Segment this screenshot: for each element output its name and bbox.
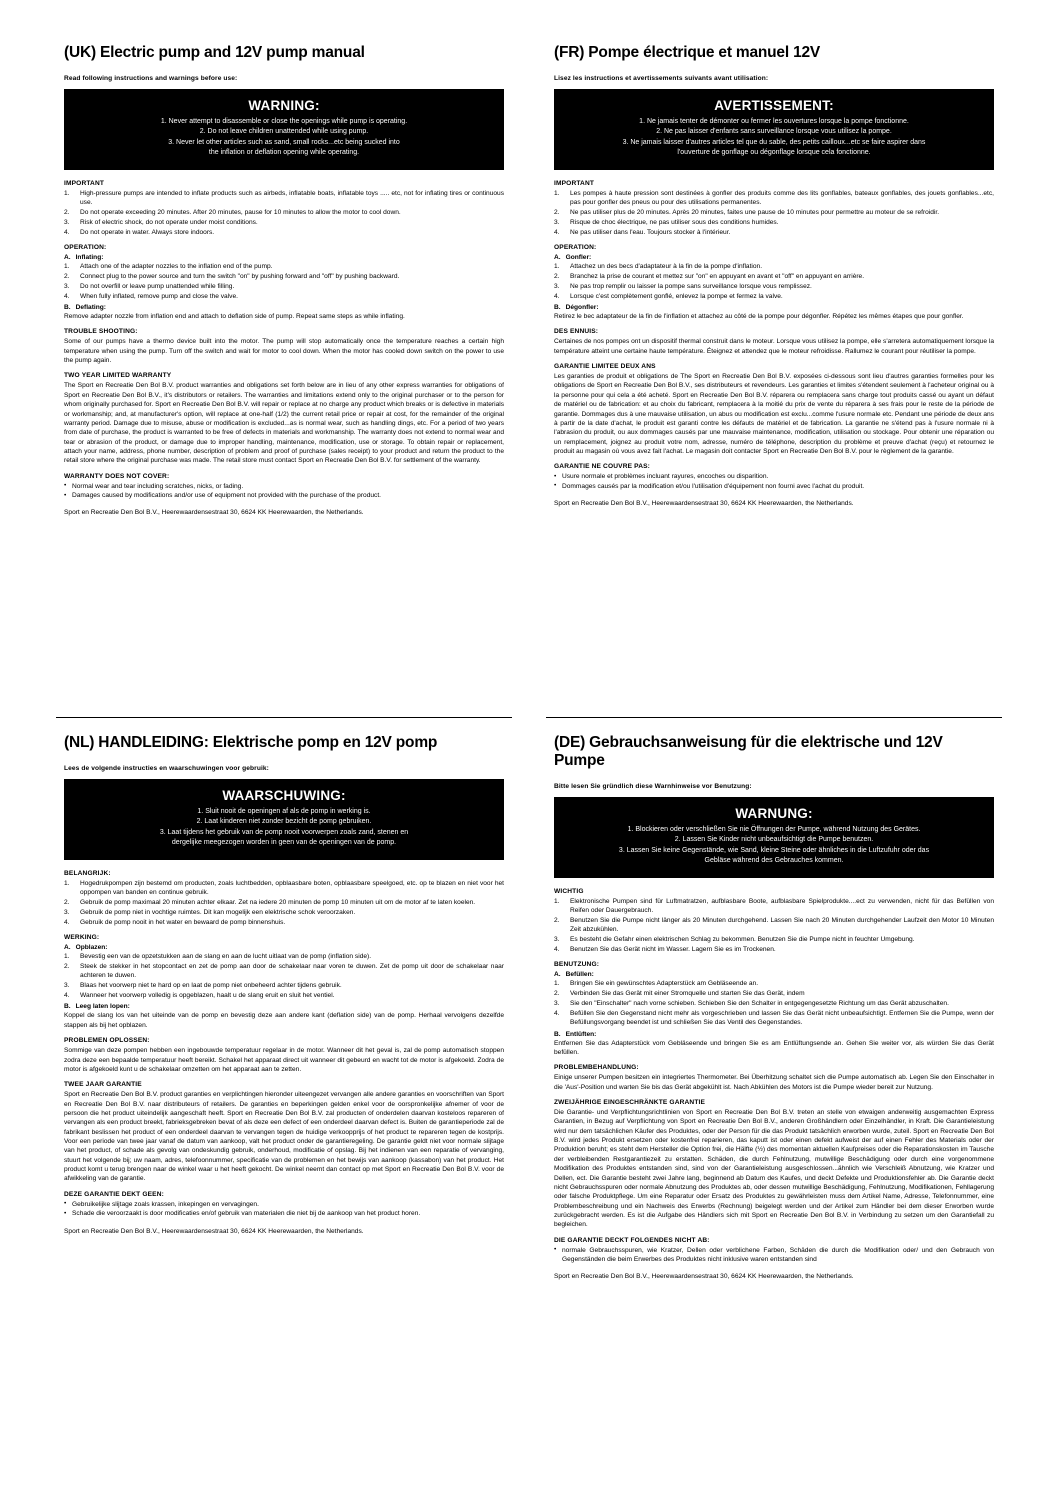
inflating-list-de [554, 979, 994, 1027]
warning-title-uk: WARNING: [248, 97, 320, 113]
warning-list-fr [564, 117, 984, 159]
list-item: Ne pas utiliser plus de 20 minutes. Après 20 minutes, faites une pause de 10 minutes pour permettre au moteur de se refroidir. [570, 209, 940, 217]
list-item: • normale Gebrauchsspuren, wie Kratzer, Dellen oder verblichene Farben, Schäden die durch die Modifikation oder/ und den Gebrauch von Gegenständen die beim Erwerbes des Produktes nicht inklusive waren entstanden sind [554, 1246, 994, 1265]
list-item: Attachez un des becs d'adaptateur à la fin de la pompe d'inflation. [570, 263, 763, 271]
subsection-deflating-de [554, 1031, 994, 1038]
warning-item: 2. Lassen Sie Kinder nicht unbeaufsichtigt die Pumpe benutzen. [674, 836, 874, 844]
warning-title-fr: AVERTISSEMENT: [714, 97, 834, 113]
important-list-uk [64, 189, 504, 237]
warning-item: 2. Do not leave children unattended while using pump. [199, 128, 369, 136]
list-item: Benutzen Sie die Pumpe nicht länger als 20 Minuten durchgehend. Lassen Sie nach 20 Minuten durchgehender Laufzeit den Motor 10 Minuten Zeit abzukühlen. [570, 916, 994, 934]
company-address-nl: Sport en Recreatie Den Bol B.V., Heerewaardensestraat 30, 6624 KK Heerewaarden, the Netherlands. [64, 1227, 364, 1235]
inflating-list-nl [64, 952, 504, 1000]
subsection-inflating-de [554, 971, 994, 978]
list-item: Bevestig een van de opzetstukken aan de slang en aan de lucht uitlaat van de pomp (inflation side). [80, 953, 372, 961]
section-heading-trouble-nl: PROBLEMEN OPLOSSEN: [64, 1037, 150, 1045]
deflating-text-nl: Koppel de slang los van het uiteinde van de pomp en bevestig deze aan andere kant (deflation side) van de pomp. Herhaal vervolgens dezelfde stappen als bij het opblazen. [64, 1012, 504, 1029]
section-heading-notcover-fr: GARANTIE NE COUVRE PAS: [554, 463, 651, 471]
sub-letter: A. [64, 254, 71, 262]
list-item: High-pressure pumps are intended to inflate products such as airbeds, inflatable boats, inflatable toys ..... etc, not for inflating tires or continuous use. [80, 189, 504, 207]
section-heading-operation-uk: OPERATION: [64, 244, 107, 252]
list-item: Do not operate exceeding 20 minutes. After 20 minutes, pause for 10 minutes to allow the motor to cool down. [80, 209, 401, 217]
list-item: Do not operate in water. Always store indoors. [80, 228, 215, 236]
sub-letter: A. [554, 971, 561, 979]
section-heading-operation-de: BENUTZUNG: [554, 961, 600, 969]
company-address-uk: Sport en Recreatie Den Bol B.V., Heerewaardensestraat 30, 6624 KK Heerewaarden, the Netherlands. [64, 509, 364, 517]
deflating-text-fr: Retirez le bec adaptateur de la fin de l'inflation et attachez au côté de la pompe pour dégonfler. Répétez les mêmes étapes que pour gonfler. [554, 313, 964, 321]
sub-letter: A. [64, 944, 71, 952]
section-heading-warranty-de: ZWEIJÄHRIGE EINGESCHRÄNKTE GARANTIE [554, 1099, 706, 1107]
section-heading-notcover-uk: WARRANTY DOES NOT COVER: [64, 472, 170, 480]
section-heading-important-fr: IMPORTANT [554, 179, 595, 187]
warning-title-nl: WAARSCHUWING: [222, 787, 346, 803]
notcover-list-uk [64, 482, 504, 501]
sub-title: Gonfler: [565, 254, 592, 262]
list-item: When fully inflated, remove pump and close the valve. [80, 292, 238, 300]
warning-list-de [564, 825, 984, 867]
list-item: Es besteht die Gefahr einen elektrischen Schlag zu bekommen. Benutzen Sie die Pumpe nicht in feuchter Umgebung. [570, 936, 915, 944]
page-title-de: (DE) Gebrauchsanweisung für die elektrische und 12V Pumpe [554, 734, 943, 769]
subsection-deflating-fr [554, 304, 994, 311]
important-list-de [554, 897, 994, 955]
inflating-list-uk [64, 262, 504, 301]
section-heading-notcover-de: DIE GARANTIE DECKT FOLGENDES NICHT AB: [554, 1236, 710, 1244]
warning-item: 1. Never attempt to disassemble or close the openings while pump is operating. [160, 117, 408, 125]
list-item: Hogedrukpompen zijn bestemd om producten, zoals luchtbedden, opblaasbare boten, opblaasbare speelgoed, etc. op te blazen en niet voor het oppompen van banden en continue gebruik. [80, 879, 504, 897]
deflating-text-de: Entfernen Sie das Adapterstück vom Gebläseende und bringen Sie es am Entlüftungsende an. Gehen Sie weiter vor, als würden Sie das Gerät befüllen. [554, 1039, 994, 1056]
panel-fr [546, 44, 1002, 703]
list-item: Attach one of the adapter nozzles to the inflation end of the pump. [80, 263, 273, 271]
list-item: Elektronische Pumpen sind für Luftmatratzen, aufblasbare Boote, aufblasbare Spielprodukte....ect zu verwenden, nicht für das Befüllen von Reifen oder Dauergebrauch. [570, 897, 994, 914]
section-heading-warranty-nl: TWEE JAAR GARANTIE [64, 1081, 142, 1089]
warning-item: 3. Ne jamais laisser d'autres articles tel que du sable, des petits cailloux...etc se faire aspirer dans [622, 138, 926, 146]
list-item: Gebruik de pomp nooit in het water en bewaard de pomp binnenshuis. [80, 918, 286, 926]
section-heading-trouble-uk: TROUBLE SHOOTING: [64, 328, 138, 336]
list-item: Befüllen Sie den Gegenstand nicht mehr als vorgeschrieben und lassen Sie das Gerät nicht unbeaufsichtigt. Entfernen Sie die Pumpe, wenn der Befüllungsvorgang beendet ist und schließen Sie das Ventil des Gegenstandes. [570, 1009, 994, 1027]
subsection-inflating-uk [64, 254, 504, 261]
trouble-text-nl: Sommige van deze pompen hebben een ingebouwde temperatuur regelaar in de motor. Wanneer dit het geval is, zal de pomp automatisch stoppen zodra deze een bepaalde temperatuur heeft bereikt. Schakel het apparaat direct uit wanneer dit gebeurd en wacht tot de motor is afgekoeld. Zodra de motor is afgekoeld kunt u de schakelaar omzetten om het apparaat aan te zetten. [64, 1047, 504, 1073]
warning-item: 1. Blockieren oder verschließen Sie nie Öffnungen der Pumpe, während Nutzung des Gerätes. [627, 825, 921, 833]
list-item: Gebruik de pomp niet in vochtige ruimtes. Dit kan mogelijk een elektrische schok veroorzaken. [80, 908, 356, 916]
warning-item: dergelijke meegezogen worden in geen van de openingen van de pomp. [171, 839, 397, 847]
list-item: Connect plug to the power source and turn the switch "on" by pushing forward and "off" by pushing backward. [80, 272, 400, 280]
notcover-list-nl [64, 1200, 504, 1219]
panel-de [546, 717, 1002, 1467]
list-item: Sie den "Einschalter" nach vorne schieben. Schieben Sie den Schalter in entgegengesetzte Richtung um das Gerät abzuschalten. [570, 1000, 949, 1008]
warning-item: Gebläse während des Gebrauches kommen. [704, 857, 844, 865]
list-item: Ne pas utiliser dans l'eau. Toujours stocker à l'intérieur. [570, 228, 731, 236]
trouble-text-de: Einige unserer Pumpen besitzen ein integriertes Thermometer. Bei Überhitzung schaltet sich die Pumpe automatisch ab. Legen Sie den Einschalter in die 'Aus'-Position und warten Sie bis das Gerät abgekühlt ist. Nach Abkühlen des Motors ist die Pumpe wieder bereit zur Nutzung. [554, 1074, 994, 1091]
sub-letter: B. [554, 304, 561, 312]
section-heading-important-uk: IMPORTANT [64, 179, 105, 187]
list-item: • Gebruikelijke slijtage zoals krassen, inkepingen en vervagingen. [64, 1200, 504, 1209]
page-title-nl: (NL) HANDLEIDING: Elektrische pomp en 12V pomp [64, 734, 438, 752]
warning-item: 1. Ne jamais tenter de démonter ou fermer les ouvertures lorsque la pompe fonctionne. [639, 117, 909, 125]
trouble-text-fr: Certaines de nos pompes ont un dispositif thermal construit dans le moteur. Lorsque vous utilisez la pompe, elle s'arretera automatiquement lorsque la température atteint une certaine haute température. Éteignez et attendez que le moteur refroidisse. Rallumez le courant pour réutiliser la pompe. [554, 338, 994, 355]
list-item: Blaas het voorwerp niet te hard op en laat de pomp niet onbeheerd achter tijdens gebruik. [80, 982, 342, 990]
subsection-inflating-nl [64, 944, 504, 951]
warranty-text-fr: Les garanties de produit et obligations de The Sport en Recreatie Den Bol B.V. exposées ci-dessous sont lieu d'autres garanties formelles pour les obligations de Sport en Recreatie Den Bol B.V., ses distributeurs et revendeurs. Les garanties et limites s'étendent seulement à l'acheteur original ou à la personne pour qui cela a été acheté. Sport en Recreatie Den Bol B.V. réparera ou remplacera sans charge tout produits cassé ou ayant un défaut de matériel ou de fabrication: et au choix du fabricant, remplacera à la moitié du prix de vente du réparera à ses frais pour le reste de la période de garantie. Dommages dus à une mauvaise utilisation, un abus ou modification est exclu...comme l'usure normale etc. Pendant une période de deux ans à partir de la date d'achat, le produit est garanti contre les défauts de matériel et de fabrication. La garantie ne s'étend pas à l'usure normale ni à l'abrasion du produit, ou aux dommages causés par une mauvaise maintenance, modification, utilisation ou stockage. Pour obtenir une réparation ou un remplacement, joignez au produit votre nom, adresse, numéro de téléphone, description du problème et preuve d'achat (reçu) et retournez le produit au magasin où vous avez fait l'achat. Le magasin doit contacter Sport en Recreatie Den Bol B.V. pour le règlement de la garantie. [554, 373, 994, 455]
warning-box-nl [64, 779, 504, 860]
list-item: Wanneer het voorwerp volledig is opgeblazen, haalt u de slang eruit en sluit het ventiel. [80, 992, 335, 1000]
list-item: Benutzen Sie das Gerät nicht im Wasser. Lagern Sie es im Trockenen. [570, 945, 776, 953]
important-list-nl [64, 879, 504, 927]
list-item: Verbinden Sie das Gerät mit einer Stromquelle und starten Sie das Gerät, indem [570, 990, 805, 998]
warning-item: the inflation or deflation opening while operating. [208, 149, 360, 157]
section-heading-notcover-nl: DEZE GARANTIE DEKT GEEN: [64, 1190, 164, 1198]
list-item: • Schade die veroorzaakt is door modificaties en/of gebruik van materialen die niet bij de aankoop van het product horen. [64, 1209, 504, 1218]
section-heading-operation-fr: OPERATION: [554, 244, 597, 252]
warranty-text-nl: Sport en Recreatie Den Bol B.V. product garanties en verplichtingen hieronder uiteengezet vervangen alle andere garanties en voorschriften van Sport en Recreatie Den Bol B.V. naar distributeurs of retailers. De garanties en beperkingen gelden enkel voor de oorspronkelijke afnemer of voor de persoon die het product uiteindelijk aangeschaft heeft. Sport en Recreatie Den Bol B.V. zal producten of onderdelen daarvan kosteloos repareren of vervangen als een product breekt, fabrieksgebreken bevat of als deze een defect of een onderdeel daarvan defect is. Buiten de garantieperiode zal de fabrikant beslissen het product of een onderdeel daarvan te vervangen tegen de huidige verkoopprijs of het product te repareren tegen de kostprijs. Voor een periode van twee jaar vanaf de datum van aankoop, valt het product onder de garantieregeling. De garantie geldt niet voor normale slijtage van het product, of schade als gevolg van ondeskundig gebruik, onderhoud, modificatie of opslag. Bij het indienen van een reparatie of vervanging, stuurt het volgende bij; uw naam, adres, telefoonnummer, specificatie van de problemen en het bewijs van aankoop (kassabon) van het product. Het product komt u terug brengen naar de winkel waar u het heeft gekocht. De winkel neemt dan contact op met Sport en Recreatie Den Bol B.V. voor de afwikkeling van de garantie. [64, 1091, 504, 1183]
sub-title: Entlüften: [565, 1030, 597, 1038]
section-heading-trouble-fr: DES ENNUIS: [554, 328, 599, 336]
list-item: • Usure normale et problèmes incluant rayures, encoches ou disparition. [554, 472, 994, 481]
warning-list-nl [74, 807, 494, 849]
lead-text-uk: Read following instructions and warnings before use: [64, 74, 238, 82]
subsection-deflating-nl [64, 1003, 504, 1010]
section-heading-warranty-fr: GARANTIE LIMITEE DEUX ANS [554, 363, 656, 371]
sub-letter: B. [64, 304, 71, 312]
section-heading-warranty-uk: TWO YEAR LIMITED WARRANTY [64, 372, 172, 380]
sub-title: Deflating: [75, 304, 106, 312]
company-address-fr: Sport en Recreatie Den Bol B.V., Heerewaardensestraat 30, 6624 KK Heerewaarden, the Netherlands. [554, 500, 854, 508]
panel-uk [56, 44, 512, 703]
sub-letter: B. [64, 1003, 71, 1011]
warning-box-uk [64, 89, 504, 170]
warning-item: 3. Lassen Sie keine Gegenstände, wie Sand, kleine Steine oder ähnliches in die Luftzufuhr oder das [618, 846, 930, 854]
page-title-uk: (UK) Electric pump and 12V pump manual [64, 44, 365, 61]
inflating-list-fr [554, 262, 994, 301]
warning-item: 2. Ne pas laisser d'enfants sans surveillance lorsque vous utilisez la pompe. [656, 128, 892, 136]
section-heading-operation-nl: WERKING: [64, 934, 100, 942]
section-heading-trouble-de: PROBLEMBEHANDLUNG: [554, 1064, 639, 1072]
list-item: Risk of electric shock, do not operate under moist conditions. [80, 218, 258, 226]
list-item: Do not overfill or leave pump unattended while filling. [80, 282, 235, 290]
page-title-fr: (FR) Pompe électrique et manuel 12V [554, 44, 821, 61]
sub-title: Befüllen: [565, 971, 594, 979]
sub-title: Leeg laten lopen: [75, 1003, 130, 1011]
sub-title: Dégonfler: [565, 304, 599, 312]
list-item: Branchez la prise de courant et mettez sur "on" en appuyant en avant et "off" en appuyant en arrière. [570, 272, 865, 280]
warning-box-fr [554, 89, 994, 170]
subsection-inflating-fr [554, 254, 994, 261]
list-item: Les pompes à haute pression sont destinées à gonfler des produits comme des lits gonflables, bateaux gonflables, des jouets gonflables...etc, pas pour gonfler des pneus ou pour des utilisations permanentes. [570, 189, 994, 207]
warning-item: 3. Never let other articles such as sand, small rocks...etc being sucked into [168, 138, 400, 146]
warning-item: 3. Laat tijdens het gebruik van de pomp nooit voorwerpen zoals zand, stenen en [159, 828, 409, 836]
list-item: Risque de choc électrique, ne pas utiliser sous des conditions humides. [570, 218, 779, 226]
company-address-de: Sport en Recreatie Den Bol B.V., Heerewaardensestraat 30, 6624 KK Heerewaarden, the Netherlands. [554, 1273, 854, 1281]
list-item: • Damages caused by modifications and/or use of equipment not provided with the purchase of the product. [64, 491, 504, 500]
subsection-deflating-uk [64, 304, 504, 311]
notcover-list-de [554, 1246, 994, 1265]
panel-nl [56, 717, 512, 1467]
sub-letter: B. [554, 1030, 561, 1038]
list-item: Lorsque c'est complètement gonflé, enlevez la pompe et fermez la valve. [570, 292, 783, 300]
list-item: • Dommages causés par la modification et/ou l'utilisation d'équipement non fourni avec l'achat du produit. [554, 482, 994, 491]
list-item: Bringen Sie ein gewünschtes Adapterstück am Gebläseende an. [570, 980, 759, 988]
panel-grid [56, 44, 1002, 1467]
sub-title: Inflating: [75, 254, 104, 262]
lead-text-fr: Lisez les instructions et avertissements suivants avant utilisation: [554, 74, 769, 82]
warning-item: l'ouverture de gonflage ou dégonflage lorsque cela fonctionne. [677, 149, 871, 157]
important-list-fr [554, 189, 994, 237]
warranty-text-de: Die Garantie- und Verpflichtungsrichtlinien von Sport en Recreatie Den Bol B.V. treten an stelle von etwaigen anderweitig ausgemachten Express Garantien, in Bezug auf Verpflichtung von Sport en Recreatie Den Bol B.V., anderen Großhändlern oder Einzelhändler, in Kraft. Die Garantieleistung wird nur dem tatsächlichen Käufer des Produktes, oder der Person für die das Produkt tatsächlich erworben wurde, zuteil. Sport en Recreatie Den Bol B.V. wird jedes Produkt ersetzen oder kostenfrei reparieren, das kaputt ist oder einen defekt aufweist der auf einen Fehler des Materials oder der Produktion beruht; es steht dem Hersteller die Option frei, die Hälfte (½) des momentan aktuellen Kaufpreises oder die Reparationskosten im Tausche der verbleibenden Restgarantiezeit zu erstatten. Schäden, die durch Fehlnutzung, mutwillige Beschädigung oder durch eine vorgenommene Modifikation des Produktes entstanden sind, sind von der Garantieleistung ausgeschlossen...ähnlich wie Verschleiß Abnutzung, wie Kratzer und Dellen, ect. Die Garantie besteht zwei Jahre lang, beginnend ab Datum des Kaufes, und deckt Defekte und Produktionsfehler ab. Die Garantie deckt nicht Gebrauchsspuren oder normale Abnutzung des Produktes ab, oder dessen mutwillige Beschädigung, Fehlnutzung, Modifikationen, Fehllagerung oder falsche Produktpflege. Um eine Reparatur oder Ersatz des Produktes zu gewährleisten muss dem Artikel Name, Adresse, Telefonnummer, eine Problembeschreibung und ein Nachweis des Erwerbs (Rechnung) beigelegt werden und der Artikel zum Händler bei dem dieser Erworben wurde zurückgebracht werden. Es ist die Aufgabe des Händlers sich mit Sport en Recreatie Den Bol B.V. in Verbindung zu setzen um den Garantiefall zu begleichen. [554, 1109, 994, 1229]
notcover-list-fr [554, 472, 994, 491]
list-item: Steek de stekker in het stopcontact en zet de pomp aan door de schakelaar naar voren te duwen. Zet de pomp uit door de schakelaar naar achteren te duwen. [80, 962, 504, 980]
list-item: • Normal wear and tear including scratches, nicks, or fading. [64, 482, 504, 491]
warranty-text-uk: The Sport en Recreatie Den Bol B.V. product warranties and obligations set forth below are in lieu of any other express warranties for obligations of Sport en Recreatie Den Bol B.V., it's distributors or retailers. The warranties and limitations extend only to the original purchaser or to the person for whom originally purchased for. Sport en Recreatie Den Bol B.V. will repair or replace at no charge any product which breaks or is defective in materials or workmanship; and, at manufacturer's option, will replace at one-half (1/2) the current retail price or repair at cost, for the remainder of the original warranty period. Damage due to misuse, abuse or modification is excluded...as is normal wear, such as handling dings, etc. For a period of two years from date of purchase, the product is warranted to be free of defects in materials and workmanship. The warranty does not extend to normal wear and tear or abrasion of the product, or damage due to improper handling, maintenance, modification, use or storage. To obtain repair or replacement, attach your name, address, phone number, description of problem and proof of purchase (sales receipt) to your product and return the product to the retail store where the original purchase was made. The retail store must contact Sport en Recreatie Den Bol B.V. for settlement of the warranty. [64, 382, 504, 465]
warning-box-de [554, 797, 994, 878]
sub-title: Opblazen: [75, 944, 108, 952]
list-item: Gebruik de pomp maximaal 20 minuten achter elkaar. Zet na iedere 20 minuten de pomp 10 minuten uit om de motor af te laten koelen. [80, 899, 476, 907]
warning-item: 2. Laat kinderen niet zonder bezicht de pomp gebruiken. [196, 818, 372, 826]
warning-list-uk [74, 117, 494, 159]
section-heading-important-nl: BELANGRIJK: [64, 869, 111, 877]
warning-item: 1. Sluit nooit de openingen af als de pomp in werking is. [197, 807, 371, 815]
warning-title-de: WARNUNG: [735, 805, 813, 821]
section-heading-important-de: WICHTIG [554, 887, 584, 895]
sub-letter: A. [554, 254, 561, 262]
list-item: Ne pas trop remplir ou laisser la pompe sans surveillance lorsque vous remplissez. [570, 282, 812, 290]
deflating-text-uk: Remove adapter nozzle from inflation end and attach to deflation side of pump. Repeat same steps as while inflating. [64, 313, 405, 321]
lead-text-de: Bitte lesen Sie gründlich diese Warnhinweise vor Benutzung: [554, 782, 752, 790]
lead-text-nl: Lees de volgende instructies en waarschuwingen voor gebruik: [64, 764, 269, 772]
trouble-text-uk: Some of our pumps have a thermo device built into the motor. The pump will stop automatically once the temperature reaches a certain high temperature when using the pump. Turn off the switch and wait for motor to cool down. When the motor has cooled down switch on the power to use the pump again. [64, 338, 504, 365]
